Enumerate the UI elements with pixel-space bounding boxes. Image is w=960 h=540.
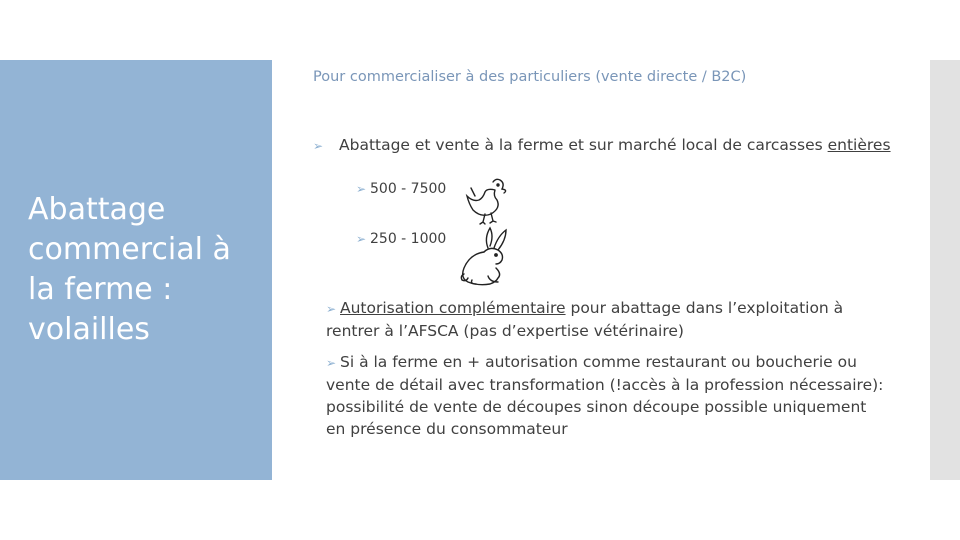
right-decorative-bar: [930, 60, 960, 480]
arrow-bullet-icon: ➢: [356, 182, 367, 196]
chicken-icon: [465, 176, 511, 226]
bullet-chicken-count: [356, 178, 446, 200]
bullet-underlined-text: entières: [827, 136, 891, 154]
slide-subtitle: Pour commercialiser à des particuliers (vente directe / B2C): [313, 69, 747, 85]
arrow-bullet-icon: ➢: [313, 139, 324, 153]
rabbit-icon: [458, 226, 510, 288]
arrow-bullet-icon: ➢: [326, 302, 337, 316]
bullet-text: Abattage et vente à la ferme et sur marché local de carcasses: [339, 136, 828, 154]
bullet-text: Si à la ferme en + autorisation comme restaurant ou boucherie ou vente de détail avec transformation (!accès à la profession nécessaire): possibilité de vente de découpes sinon découpe possible uniquement en présence du consommateur: [326, 353, 884, 438]
arrow-bullet-icon: ➢: [326, 356, 337, 370]
bullet-autorisation: [326, 297, 886, 342]
bullet-text: 250 - 1000: [370, 231, 447, 247]
slide-title: Abattage commercial à la ferme : volailles: [28, 192, 231, 347]
bullet-restaurant-boucherie: [326, 351, 886, 440]
bullet-underlined-text: Autorisation complémentaire: [340, 299, 566, 317]
arrow-bullet-icon: ➢: [356, 232, 367, 246]
bullet-abattage-vente: [313, 134, 897, 157]
bullet-text: 500 - 7500: [370, 181, 447, 197]
bullet-rabbit-count: [356, 228, 446, 250]
bullet-text: pour abattage dans l’exploitation à rentrer à l’AFSCA (pas d’expertise vétérinaire): [326, 299, 844, 340]
